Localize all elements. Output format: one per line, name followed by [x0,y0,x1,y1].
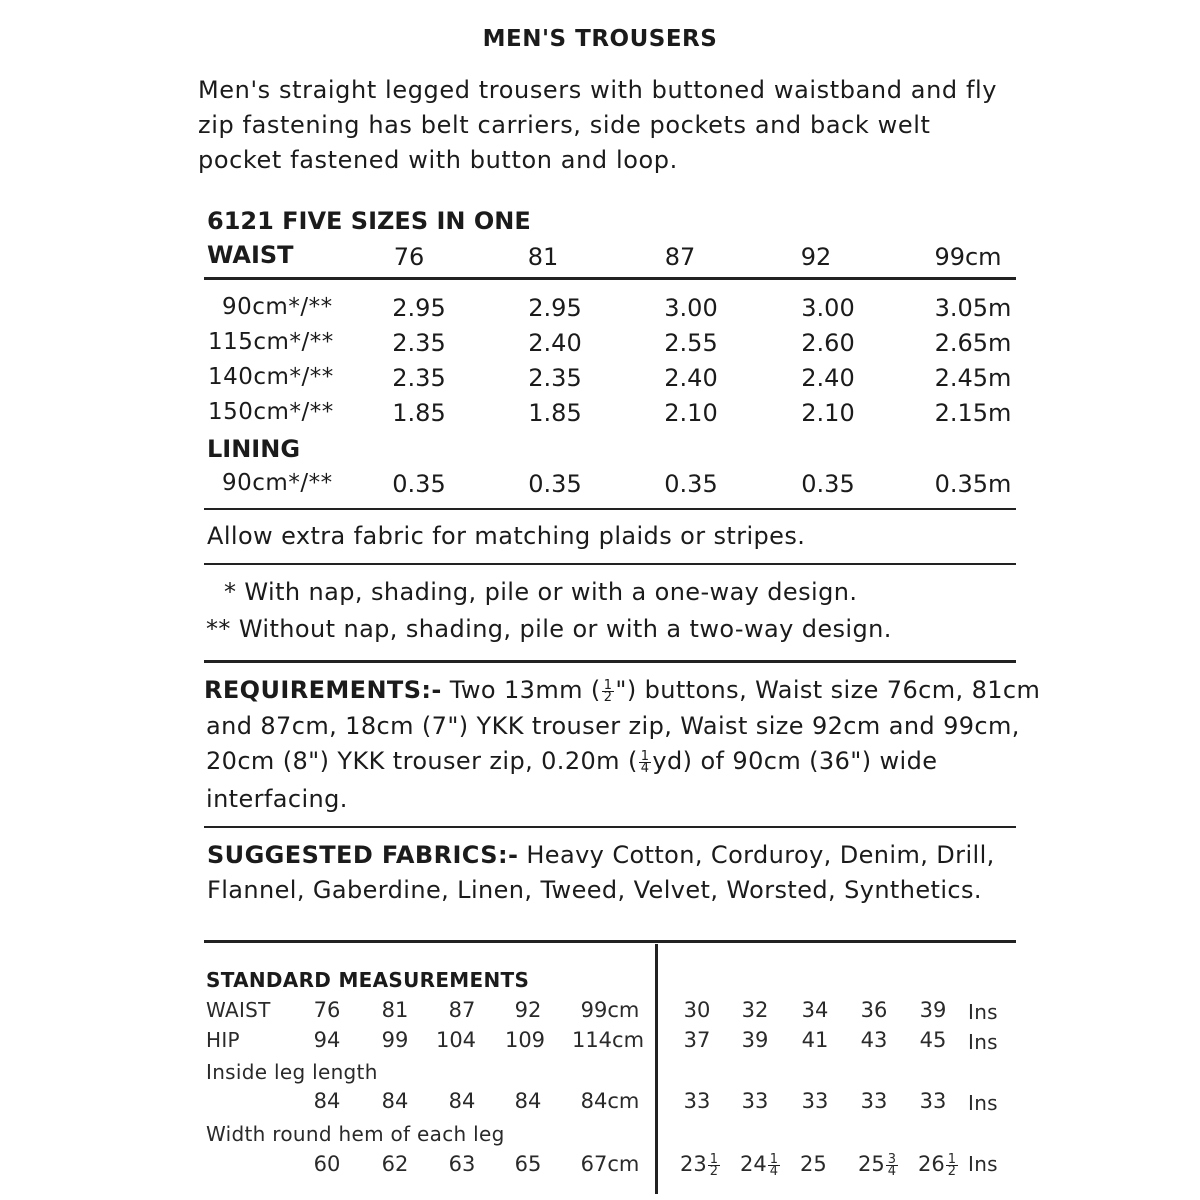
requirements-line-3: 20cm (8") YKK trouser zip, 0.20m ( $\frac{1}{4}$ yd) of 90cm (36") wide [206,747,938,776]
fabric-amount: 2.35 [392,364,446,392]
fabric-amount: 2.35 [528,364,582,392]
std-cm: 84cm [580,1089,640,1113]
std-cm: 87 [448,998,476,1022]
waist-label: WAIST [207,241,294,269]
inside-leg-label: Inside leg length [206,1060,378,1084]
fabric-width-label: 140cm*/** [208,364,334,390]
std-cm: 63 [448,1152,476,1176]
fabric-amount: 3.00 [801,294,855,322]
std-ins: 45 [919,1028,947,1052]
lining-label: LINING [207,435,301,463]
waist-size: 92 [800,243,832,271]
std-cm: 114cm [571,1028,645,1052]
divider [204,563,1016,565]
waist-size: 81 [527,243,559,271]
fabric-amount: 2.95 [392,294,446,322]
requirements-label: REQUIREMENTS:- [204,676,442,704]
description-line-3: pocket fastened with button and loop. [198,146,678,174]
requirements-line-2: and 87cm, 18cm (7") YKK trouser zip, Waist size 92cm and 99cm, [206,712,1020,740]
std-ins: 33 [741,1089,769,1113]
std-cm: 81 [381,998,409,1022]
std-cm: 60 [313,1152,341,1176]
ins-unit: Ins [968,1030,998,1054]
lining-amount: 0.35 [392,470,446,498]
fabric-amount: 2.40 [528,329,582,357]
std-cm: 84 [381,1089,409,1113]
divider [204,660,1016,663]
hem-fraction: $\frac{1}{2}$ [709,1151,719,1179]
std-cm: 104 [435,1028,477,1052]
std-ins: 33 [860,1089,888,1113]
std-ins: 43 [860,1028,888,1052]
waist-size: 87 [664,243,696,271]
std-ins: 36 [860,998,888,1022]
std-ins-hem: 24 $\frac{1}{4}$ [740,1151,779,1179]
std-cm: 67cm [580,1152,640,1176]
std-ins: 41 [801,1028,829,1052]
fabric-amount: 2.45m [934,364,1012,392]
std-cm: 99cm [580,998,640,1022]
divider [204,826,1016,828]
std-ins: 39 [919,998,947,1022]
std-cm: 109 [504,1028,546,1052]
std-ins: 39 [741,1028,769,1052]
std-cm: 84 [514,1089,542,1113]
fabric-amount: 1.85 [528,399,582,427]
footnote-one-way: * With nap, shading, pile or with a one-way design. [224,578,858,606]
fabric-amount: 2.10 [664,399,718,427]
requirements-line-1: REQUIREMENTS:- Two 13mm ( $\frac{1}{2}$ ") buttons, Waist size 76cm, 81cm [204,676,1041,705]
lining-amount: 0.35 [664,470,718,498]
lining-amount: 0.35 [528,470,582,498]
waist-size: 99cm [934,243,1002,271]
ins-unit: Ins [968,1000,998,1024]
std-row-label: WAIST [206,998,271,1022]
fabric-amount: 2.65m [934,329,1012,357]
fabric-amount: 2.55 [664,329,718,357]
suggested-line-2: Flannel, Gaberdine, Linen, Tweed, Velvet, Worsted, Synthetics. [207,876,982,904]
suggested-line-1: SUGGESTED FABRICS:- Heavy Cotton, Corduroy, Denim, Drill, [207,841,995,869]
fabric-amount: 2.95 [528,294,582,322]
half-fraction: $\frac{1}{2}$ [603,677,613,705]
cm-ins-divider [655,944,658,1194]
waist-size: 76 [393,243,425,271]
fabric-width-label: 115cm*/** [208,329,334,355]
std-cm: 94 [313,1028,341,1052]
fabric-amount: 2.40 [664,364,718,392]
allow-note: Allow extra fabric for matching plaids or stripes. [207,522,806,550]
description-line-2: zip fastening has belt carriers, side pockets and back welt [198,111,931,139]
divider [204,508,1016,510]
fabric-amount: 2.35 [392,329,446,357]
hem-fraction: $\frac{1}{2}$ [947,1151,957,1179]
std-row-label: HIP [206,1028,240,1052]
std-ins-hem: 25 $\frac{3}{4}$ [858,1151,897,1179]
std-ins: 34 [801,998,829,1022]
lining-amount: 0.35m [934,470,1012,498]
lining-amount: 0.35 [801,470,855,498]
footnote-two-way: ** Without nap, shading, pile or with a two-way design. [206,615,892,643]
page-title: MEN'S TROUSERS [482,26,718,52]
std-ins-hem: 23 $\frac{1}{2}$ [680,1151,719,1179]
fabric-amount: 2.10 [801,399,855,427]
header-rule [204,277,1016,280]
std-cm: 99 [381,1028,409,1052]
std-ins: 33 [919,1089,947,1113]
lining-width-label: 90cm*/** [222,470,333,496]
fabric-width-label: 90cm*/** [222,294,333,320]
fabric-amount: 2.60 [801,329,855,357]
suggested-label: SUGGESTED FABRICS:- [207,841,519,869]
ins-unit: Ins [968,1152,998,1176]
std-ins-hem: 25 [800,1152,827,1176]
sizes-heading: 6121 FIVE SIZES IN ONE [207,207,531,235]
std-ins: 33 [801,1089,829,1113]
fabric-amount: 2.15m [934,399,1012,427]
hem-label: Width round hem of each leg [206,1122,505,1146]
fabric-amount: 2.40 [801,364,855,392]
quarter-fraction: $\frac{1}{4}$ [640,748,650,776]
requirements-line-4: interfacing. [206,785,348,813]
hem-fraction: $\frac{1}{4}$ [769,1151,779,1179]
std-cm: 92 [514,998,542,1022]
std-ins: 32 [741,998,769,1022]
standard-heading: STANDARD MEASUREMENTS [206,968,530,992]
std-cm: 84 [313,1089,341,1113]
description-line-1: Men's straight legged trousers with buttoned waistband and fly [198,76,998,104]
std-cm: 84 [448,1089,476,1113]
fabric-amount: 1.85 [392,399,446,427]
hem-fraction: $\frac{3}{4}$ [887,1151,897,1179]
std-cm: 62 [381,1152,409,1176]
std-ins: 37 [683,1028,711,1052]
fabric-width-label: 150cm*/** [208,399,334,425]
std-cm: 76 [313,998,341,1022]
fabric-amount: 3.00 [664,294,718,322]
ins-unit: Ins [968,1091,998,1115]
std-ins-hem: 26 $\frac{1}{2}$ [918,1151,957,1179]
std-ins: 30 [683,998,711,1022]
std-ins: 33 [683,1089,711,1113]
divider [204,940,1016,943]
fabric-amount: 3.05m [934,294,1012,322]
std-cm: 65 [514,1152,542,1176]
